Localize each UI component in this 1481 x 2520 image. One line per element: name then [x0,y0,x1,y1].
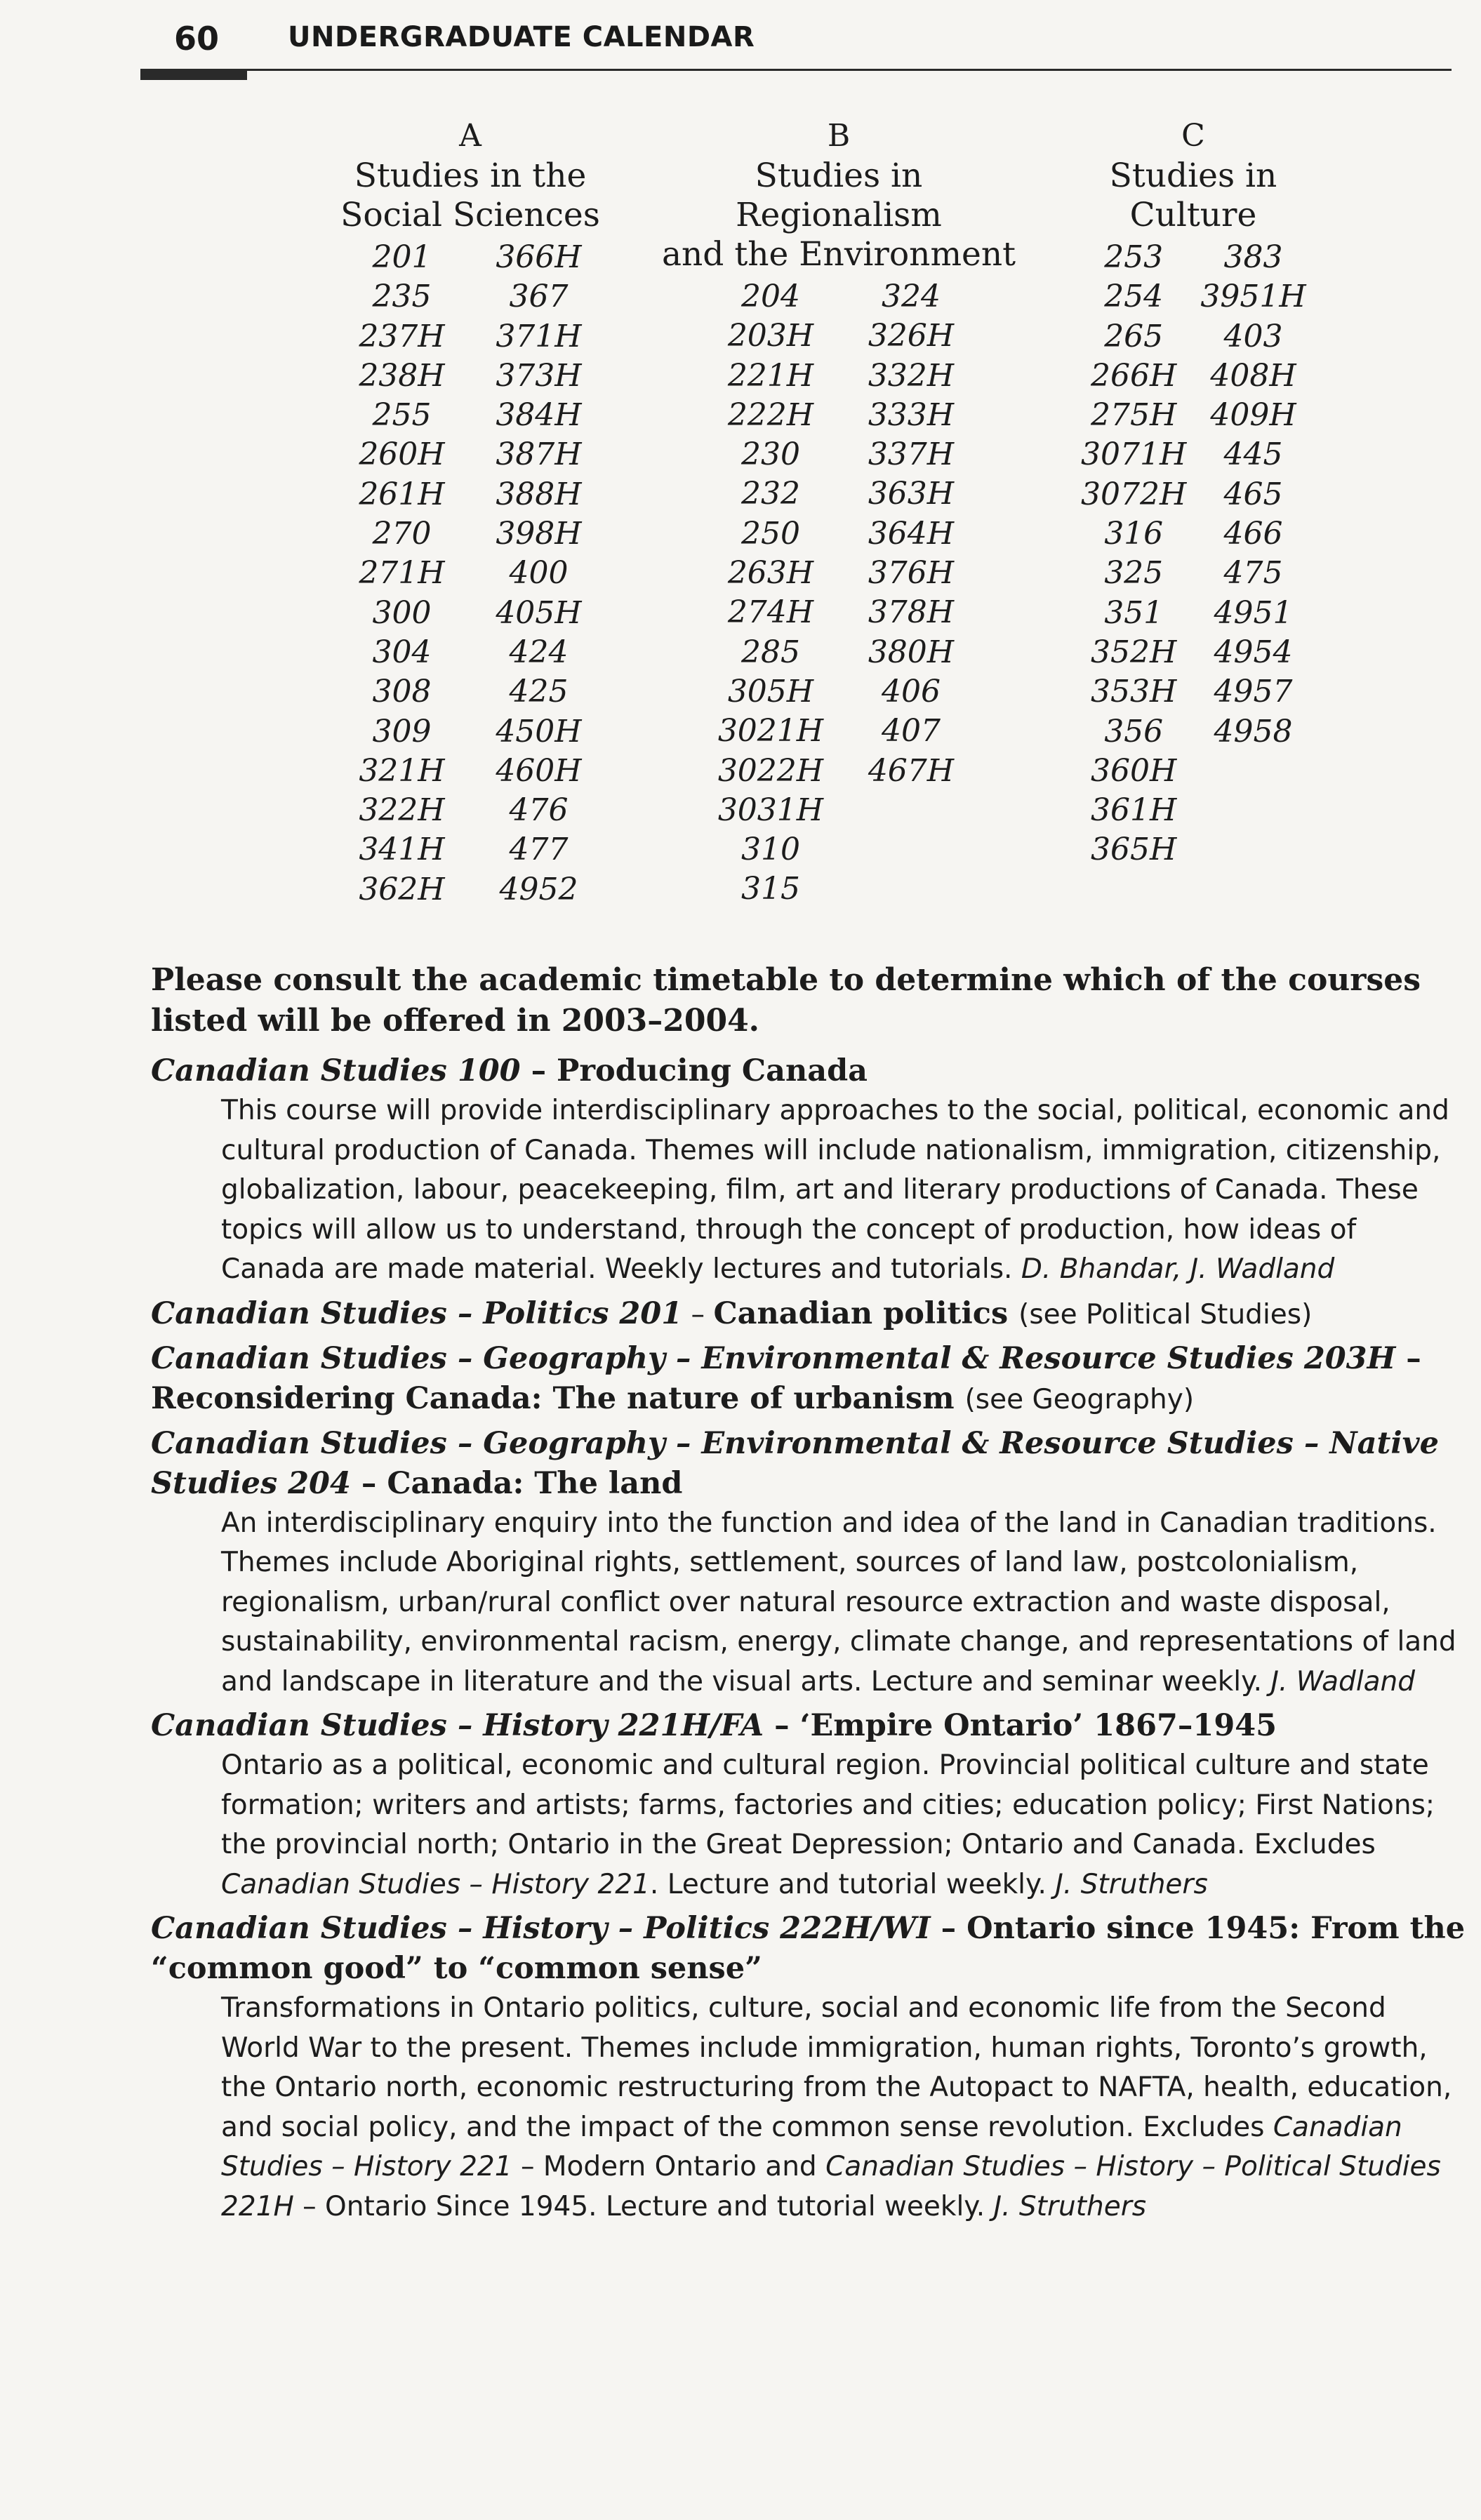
course-list [340,238,600,909]
course-code [848,830,974,869]
course-code: 362H [359,871,445,907]
course-column-a [340,116,600,909]
course-code: 384H [496,397,582,434]
course-code: 324 [882,279,941,314]
course-code: 4954 [1214,634,1293,670]
course-code: 322H [359,792,445,829]
separator: – [1395,1340,1421,1376]
course-code: Canadian Studies – History – Politics 222H/WI [151,1911,931,1946]
description-text: Transformations in Ontario politics, culture, social and economic life from the Second World War to the present. Themes include immigration, human rights, Toronto’s growth, the Ontario north, economic restructuring from the Autopact to NAFTA, health, education, and social policy, and the impact of the common sense revolution. Excludes [221,1992,1452,2143]
column-title-line1: Studies in the [354,156,587,195]
course-code: 476 [509,792,569,829]
course-code: 250 [741,515,800,552]
course-code: 450H [496,713,582,749]
course-title: ‘Empire Ontario’ 1867–1945 [799,1708,1277,1743]
course-code: 3072H [1081,476,1187,512]
course-code: Canadian Studies – Geography – Environmental & Resource Studies – Native Studies 204 [151,1425,1439,1501]
course-title: Canada: The land [387,1465,683,1501]
instructor: J. Struthers [1055,1868,1208,1900]
course-entries [151,1047,1470,2227]
course-list [708,277,974,909]
course-code: 353H [1091,674,1177,710]
course-code: 265 [1104,318,1164,354]
course-code: 337H [868,436,955,473]
description-text: This course will provide interdisciplinary approaches to the social, political, economic and cultural production of Canada. Themes will include nationalism, immigration, citizenship, globalization, labour, peacekeeping, film, art and literary productions of Canada. These topics will allow us to understand, through the concept of production, how ideas of Canada are made material. Weekly lectures and tutorials. [221,1095,1449,1285]
course-entry [151,1424,1470,1702]
separator: – [682,1298,714,1331]
course-code: Canadian Studies – Geography – Environmental & Resource Studies 203H [151,1340,1396,1376]
separator: – [764,1708,800,1743]
column-title-line2: and the Environment [662,235,1016,274]
course-code: 3022H [717,752,824,789]
course-code: 255 [372,397,432,434]
course-title: Producing Canada [557,1053,868,1088]
header-rule [140,69,1452,71]
course-code: 4952 [499,871,578,907]
course-code: 321H [359,752,445,789]
cross-reference: (see Political Studies) [1018,1298,1313,1331]
course-entry [151,1909,1470,2227]
course-code: 326H [868,318,955,354]
course-code: 274H [727,594,814,631]
course-entry [151,1051,1470,1290]
course-code: 325 [1104,555,1164,592]
entry-heading [151,1339,1470,1420]
course-code: 230 [741,436,800,473]
course-code: 332H [868,357,955,394]
course-code: 371H [496,318,582,354]
course-code: 407 [882,713,941,749]
course-code: 424 [509,634,569,670]
course-code: 460H [496,752,582,789]
separator: – [350,1465,387,1501]
course-code: 425 [509,674,569,710]
course-code: 4958 [1214,713,1293,749]
separator: – [520,1053,557,1088]
course-code: 365H [1091,832,1177,868]
course-code: 378H [868,594,955,631]
course-code: 285 [741,634,800,670]
instructor: J. Struthers [993,2190,1147,2222]
course-code: 477 [509,832,569,868]
page-header-title: UNDERGRADUATE CALENDAR [288,21,755,53]
description-text: Ontario as a political, economic and cultural region. Provincial political culture and state formation; writers and artists; farms, factories and cities; education policy; First Nations; the provincial north; Ontario in the Great Depression; Ontario and Canada. Excludes [221,1749,1435,1860]
course-code: 261H [359,476,445,512]
course-code: 466 [1223,516,1283,552]
course-code: 237H [359,318,445,354]
page-number: 60 [174,20,220,58]
description-text: An interdisciplinary enquiry into the function and idea of the land in Canadian traditions. Themes include Aboriginal rights, settlement, sources of land law, postcolonialism, regionalism, urban/rural conflict over natural resource extraction and waste disposal, sustainability, environmental racism, energy, climate change, and representations of land and landscape in literature and the visual arts. Lecture and seminar weekly. [221,1507,1456,1698]
course-code: 3071H [1081,436,1187,473]
exclusion-course: Canadian Studies – History – Political Studies 221H [221,2151,1441,2222]
entry-description [221,1989,1463,2227]
course-column-b [653,116,1025,909]
separator: – [930,1911,967,1946]
course-code: 376H [868,555,955,592]
course-code: 408H [1210,357,1296,394]
course-code: 406 [882,673,941,709]
course-code: 203H [727,318,814,354]
course-code: 238H [359,357,445,394]
course-code: 364H [868,515,955,552]
course-code: 3021H [717,713,824,749]
course-code: 360H [1091,752,1177,789]
course-code: 263H [727,555,814,592]
course-code: 316 [1104,516,1164,552]
course-code: 352H [1091,634,1177,670]
entry-heading [151,1909,1470,1989]
course-code: 221H [727,357,814,394]
entry-description [221,1746,1463,1905]
description-tail: . Lecture and tutorial weekly. [649,1868,1047,1900]
entry-heading [151,1706,1470,1746]
entry-heading [151,1424,1470,1504]
course-code: Canadian Studies – Politics 201 [151,1295,683,1331]
course-title: Ontario since 1945: From the “common good” to “common sense” [151,1911,1466,1986]
course-entry [151,1706,1470,1905]
course-code: 373H [496,357,582,394]
course-code: 3031H [717,792,824,828]
course-code [1200,830,1306,869]
column-letter: B [827,118,851,154]
course-code: 409H [1210,397,1296,434]
header-accent-block [140,69,247,80]
cross-reference: (see Geography) [964,1383,1195,1415]
course-code: 403 [1223,318,1283,354]
course-code: 341H [359,832,445,868]
course-title: Canadian politics [713,1295,1009,1331]
course-code: 3951H [1200,279,1306,315]
course-code: 475 [1223,555,1283,592]
course-code: 266H [1091,357,1177,394]
course-code: 400 [509,555,569,592]
course-code: 351 [1104,594,1164,631]
column-title-line2: Culture [1129,196,1257,234]
course-code: 467H [868,752,955,789]
column-title-line2: Social Sciences [340,196,600,234]
column-letter: C [1181,118,1205,154]
exclusion-course: Canadian Studies – History 221 [221,2111,1402,2182]
exclusion-name: – Ontario Since 1945. Lecture and tutorial weekly. [293,2190,985,2222]
entry-heading [151,1294,1470,1335]
column-title-line1: Studies in Regionalism [736,156,942,234]
course-code: 310 [741,832,800,868]
course-code: 361H [1091,792,1177,829]
course-code: 305H [727,673,814,709]
course-code: 465 [1223,476,1283,512]
course-code: 367 [509,279,569,315]
course-code: 383 [1223,239,1283,275]
course-code: 253 [1104,239,1164,275]
course-code: 300 [372,594,432,631]
course-code: 363H [868,476,955,512]
course-title: Reconsidering Canada: The nature of urbanism [151,1380,955,1416]
instructor: D. Bhandar, J. Wadland [1021,1253,1335,1285]
course-code: 315 [741,871,800,907]
course-code: 308 [372,674,432,710]
instructor: J. Wadland [1270,1665,1416,1698]
course-code [848,791,974,830]
course-code [1200,791,1306,830]
course-code: Canadian Studies 100 [151,1053,521,1088]
exclusion-name: – Modern Ontario and [512,2151,826,2182]
course-code: 445 [1223,436,1283,473]
column-title-line1: Studies in [1109,156,1277,195]
course-code: 232 [741,476,800,512]
course-code: 387H [496,436,582,473]
column-letter: A [459,118,482,154]
course-code: 275H [1091,397,1177,434]
course-code: Canadian Studies – History 221H/FA [151,1708,764,1743]
course-code [1200,752,1306,791]
course-code: 204 [741,279,800,314]
course-code: 388H [496,476,582,512]
course-code: 271H [359,555,445,592]
course-code: 366H [496,239,582,275]
course-column-c [1081,116,1306,870]
course-code: 309 [372,713,432,749]
entry-description [221,1504,1463,1702]
entry-description [221,1091,1463,1290]
course-code: 398H [496,516,582,552]
course-code: 333H [868,396,955,433]
course-code: 4951 [1214,594,1293,631]
course-list [1081,238,1306,870]
course-code: 405H [496,594,582,631]
course-code: 235 [372,279,432,315]
exclusion-course: Canadian Studies – History 221 [221,1868,650,1900]
course-entry [151,1294,1470,1335]
course-entry [151,1339,1470,1420]
course-code: 304 [372,634,432,670]
course-code: 222H [727,396,814,433]
course-code: 254 [1104,279,1164,315]
course-code [848,869,974,909]
course-code: 201 [372,239,432,275]
entry-heading [151,1051,1470,1091]
course-code: 4957 [1214,674,1293,710]
course-code: 260H [359,436,445,473]
course-code: 356 [1104,713,1164,749]
timetable-notice: Please consult the academic timetable to determine which of the courses listed will be offered in 2003–2004. [151,962,1421,1039]
course-code: 380H [868,634,955,670]
course-code: 270 [372,516,432,552]
